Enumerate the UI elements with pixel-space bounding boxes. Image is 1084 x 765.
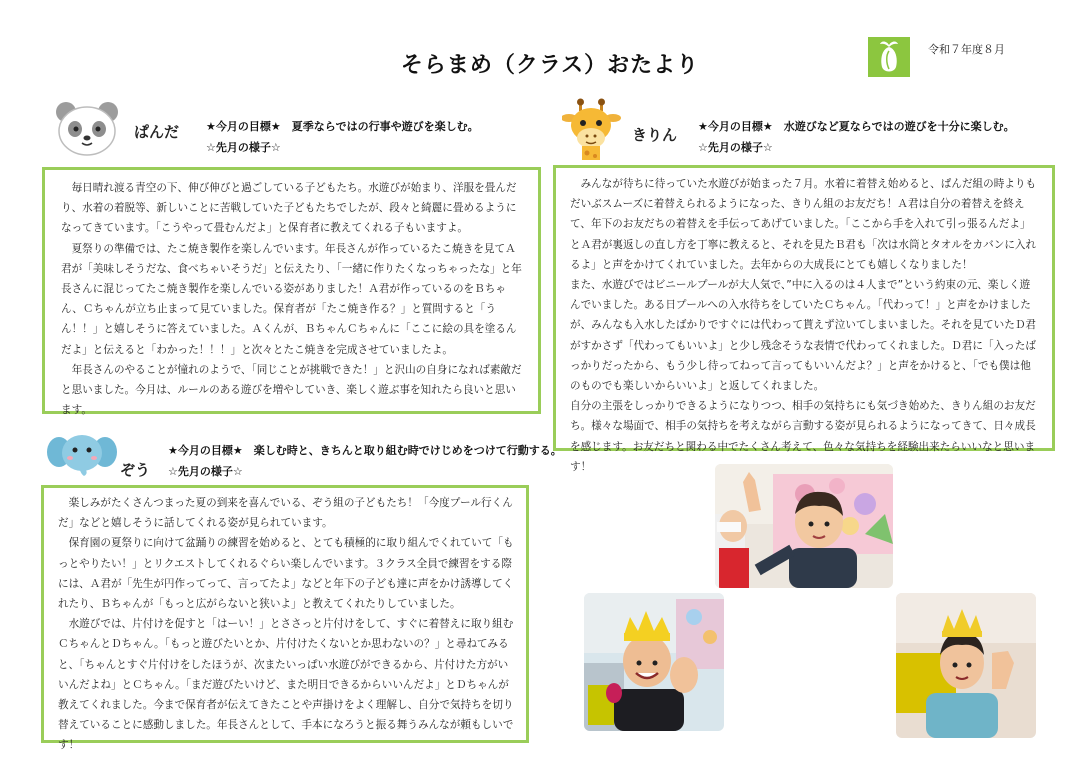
elephant-goal — [168, 440, 562, 482]
giraffe-status-heading: ☆先月の様子☆ — [698, 141, 773, 154]
panda-goal — [206, 116, 479, 158]
elephant-paragraph: 楽しみがたくさんつまった夏の到来を喜んでいる、ぞう組の子どもたち！「今度プール行くんだ」などと嬉しそうに話してくれる姿が見られています。 — [58, 497, 513, 530]
elephant-goal-text: ★今月の目標★ 楽しむ時と、きちんと取り組む時でけじめをつけて行動する。 — [168, 444, 562, 457]
page-title: そらまめ（クラス）おたより — [400, 53, 700, 78]
elephant-report-box — [41, 485, 529, 752]
giraffe-report-box — [553, 165, 1055, 473]
panda-icon — [54, 98, 120, 158]
green-bean-logo — [868, 37, 910, 77]
class-name-panda: ぱんだ — [134, 123, 180, 141]
giraffe-icon — [562, 98, 622, 160]
giraffe-goal-text: ★今月の目標★ 水遊びなど夏ならではの遊びを十分に楽しむ。 — [698, 120, 1015, 133]
elephant-icon — [46, 430, 118, 480]
giraffe-paragraph: みんなが待ちに待っていた水遊びが始まった７月。水着に着替え始めると、ぱんだ組の時よりもだいぶスムーズに着替えられるようになった、きりん組のお友だち！Ａ君は自分の着替えを終えて、年下のお友だちの着替えを手伝ってあげていました。「ここから手を入れて引っ張るんだよ」とＡ君が裏返しの直し方を丁寧に教えると、それを見たＢ君も「次は水筒とタオルをカバンに入れるよ」と声をかけてくれていました。去年からの大成長にとても嬉しくなりました！ — [570, 178, 1037, 271]
elephant-paragraph: 保育園の夏祭りに向けて盆踊りの練習を始めると、とても積極的に取り組んでくれていて「もっとやりたい！」とリクエストしてくれるぐらい楽しんでいます。３クラス全員で練習をする際には、Ａ君が「先生が円作ってって、言ってたよ」などと年下の子ども達に声をかけ誘導してくれたり、Ｂちゃんが「もっと広がらないと狭いよ」と教えてくれたりしていました。 — [58, 537, 514, 611]
elephant-paragraph: 水遊びでは、片付けを促すと「はーい！」とささっと片付けをして、すぐに着替えに取り組むＣちゃんとＤちゃん。「もっと遊びたいとか、片付けたくないとか思わないの？」と尋ねてみると、「ちゃんとすぐ片付けをしたほうが、次またいっぱい水遊びができるから、片付けた方がいいんだよね」とＣちゃん。「まだ遊びたいけど、また明日できるからいいんだよ」とＤちゃんが教えてくれました。今まで保育者が伝えてきたことや声掛けをよく理解し、自分で気持ちを切り替えていることに感動しました。年長さんとして、手本になろうと振る舞うみんなが頼もしいです！ — [58, 618, 514, 752]
elephant-status-heading: ☆先月の様子☆ — [168, 465, 243, 478]
panda-paragraph: 毎日晴れ渡る青空の下、伸び伸びと過ごしている子どもたち。水遊びが始まり、洋服を畳んだり、水着の着脱等、新しいことに苦戦していた子どもたちでしたが、段々と綺麗に畳めるようになってきています。「こうやって畳むんだよ」と保育者に教えてくれる子もいますよ。 — [61, 182, 517, 235]
panda-report-box — [42, 167, 541, 417]
panda-goal-text: ★今月の目標★ 夏季ならではの行事や遊びを楽しむ。 — [206, 120, 479, 133]
panda-paragraph: 夏祭りの準備では、たこ焼き製作を楽しんでいます。年長さんが作っているたこ焼きを見てＡ君が「美味しそうだな、食べちゃいそうだ」と伝えたり、「一緒に作りたくなっちゃったな」と年長さんに混じってたこ焼き製作を楽しんでいる姿がありました！Ａ君が作っているのをＢちゃん、Ｃちゃんが立ち止まって見ていました。保育者が「たこ焼き作る？」と質問すると「うん！！」と嬉しそうに答えていました。Ａくんが、ＢちゃんＣちゃんに「ここに絵の具を塗るんだよ」と伝えると「わかった！！！」と次々とたこ焼きを完成させていましたよ。 — [61, 242, 522, 356]
panda-paragraph: 年長さんのやることが憧れのようで、「同じことが挑戦できた！」と沢山の自身になれば素敵だと思いました。今月は、ルールのある遊びを増やしていき、楽しく遊ぶ事を知れたら良いと思います。 — [61, 363, 522, 417]
photo-child-crown-left — [584, 593, 724, 731]
class-name-giraffe: きりん — [632, 126, 678, 144]
photo-child-crown-right — [896, 593, 1036, 738]
giraffe-goal — [698, 116, 1015, 158]
giraffe-paragraph: また、水遊びではビニールプールが大人気で、”中に入るのは４人まで”という約束の元、楽しく遊んでいました。ある日プールへの入水待ちをしていたＣちゃん。「代わって！」と声をかけましたが、みんなも入水したばかりですぐには代わって貰えず泣いてしまいました。それを見ていたＤ君がすかさず「代わってもいいよ」と少し残念そうな表情で代わってくれました。Ｄ君に「入ったばっかりだったから、もう少し待ってねって言ってもいいんだよ？」と声をかけると、「でも僕は他のものでも楽しいからいいよ」と返してくれました。 — [570, 279, 1037, 393]
photo-child-raising-hand — [715, 464, 893, 588]
class-name-elephant: ぞう — [120, 461, 151, 479]
giraffe-paragraph: 自分の主張をしっかりできるようになりつつ、相手の気持ちにも気づき始めた、きりん組のお友だち。様々な場面で、相手の気持ちを考えながら言動する姿が見られるようになってきて、日々成長を感じます。お友だちと関わる中でたくさん考えて、色々な気持ちを経験出来たらいいなと思います！ — [570, 400, 1036, 473]
issue-date: 令和７年度８月 — [928, 43, 1005, 56]
panda-status-heading: ☆先月の様子☆ — [206, 141, 281, 154]
